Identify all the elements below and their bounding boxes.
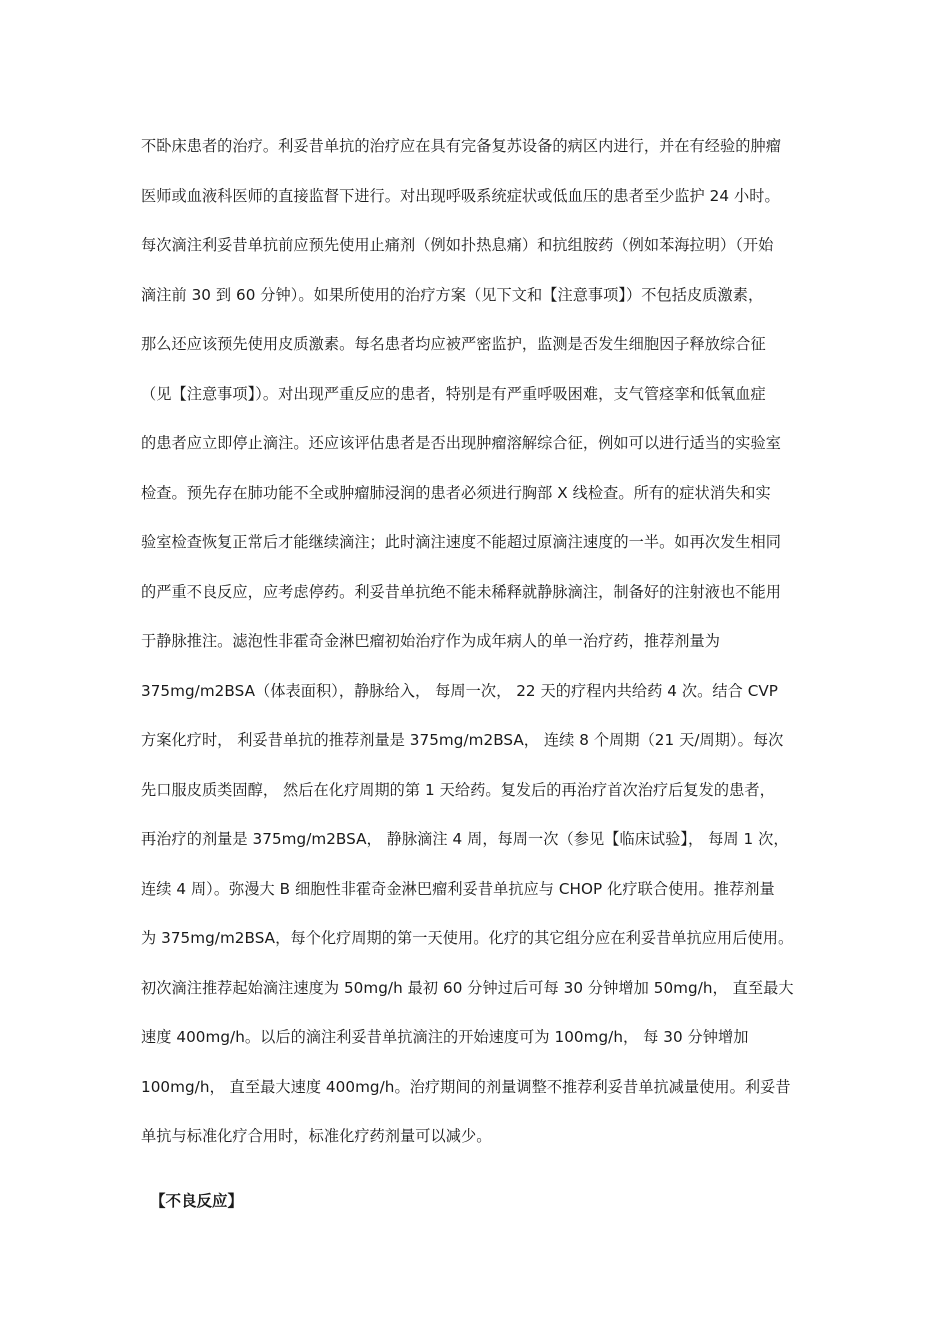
text-line: 的患者应立即停止滴注。还应该评估患者是否出现肿瘤溶解综合征，例如可以进行适当的实验室 (141, 434, 781, 452)
text-line: 375mg/m2BSA（体表面积），静脉给入， 每周一次， 22 天的疗程内共给药 4 次。结合 CVP (141, 681, 779, 700)
text-line: 检查。预先存在肺功能不全或肿瘤肺浸润的患者必须进行胸部 X 线检查。所有的症状消失和实 (141, 483, 771, 502)
text-line: 速度 400mg/h。以后的滴注利妥昔单抗滴注的开始速度可为 100mg/h， 每 30 分钟增加 (141, 1028, 749, 1046)
text-line: （见【注意事项】）。对出现严重反应的患者，特别是有严重呼吸困难，支气管痉挛和低氧血症 (141, 384, 766, 403)
text-line: 不卧床患者的治疗。利妥昔单抗的治疗应在具有完备复苏设备的病区内进行，并在有经验的肿瘤 (141, 137, 781, 155)
text-line: 初次滴注推荐起始滴注速度为 50mg/h 最初 60 分钟过后可每 30 分钟增加 50mg/h， 直至最大 (141, 978, 794, 997)
text-line: 再治疗的剂量是 375mg/m2BSA， 静脉滴注 4 周，每周一次（参见【临床试验】， 每周 1 次， (141, 830, 789, 848)
text-line: 每次滴注利妥昔单抗前应预先使用止痛剂（例如扑热息痛）和抗组胺药（例如苯海拉明）（开始 (141, 236, 774, 254)
text-line: 为 375mg/m2BSA，每个化疗周期的第一天使用。化疗的其它组分应在利妥昔单抗应用后使用。 (141, 929, 794, 947)
text-line: 100mg/h， 直至最大速度 400mg/h。治疗期间的剂量调整不推荐利妥昔单抗减量使用。利妥昔 (141, 1077, 791, 1096)
body-paragraph (141, 128, 811, 1168)
text-line: 于静脉推注。滤泡性非霍奇金淋巴瘤初始治疗作为成年病人的单一治疗药，推荐剂量为 (141, 632, 721, 650)
text-line: 单抗与标准化疗合用时，标准化疗药剂量可以减少。 (141, 1127, 492, 1145)
text-line: 连续 4 周）。弥漫大 B 细胞性非霍奇金淋巴瘤利妥昔单抗应与 CHOP 化疗联合使用。推荐剂量 (141, 879, 775, 898)
text-line: 验室检查恢复正常后才能继续滴注；此时滴注速度不能超过原滴注速度的一半。如再次发生相同 (141, 533, 781, 551)
text-line: 的严重不良反应，应考虑停药。利妥昔单抗绝不能未稀释就静脉滴注，制备好的注射液也不能用 (141, 582, 781, 601)
text-line: 那么还应该预先使用皮质激素。每名患者均应被严密监护，监测是否发生细胞因子释放综合征 (141, 335, 766, 353)
section-heading-adverse-reactions: 【不良反应】 (150, 1192, 244, 1210)
text-line: 先口服皮质类固醇， 然后在化疗周期的第 1 天给药。复发后的再治疗首次治疗后复发的患者， (141, 780, 775, 799)
text-line: 滴注前 30 到 60 分钟）。如果所使用的治疗方案（见下文和【注意事项】）不包括皮质激素， (141, 285, 764, 304)
text-line: 方案化疗时， 利妥昔单抗的推荐剂量是 375mg/m2BSA， 连续 8 个周期（21 天/周期）。每次 (141, 731, 784, 749)
text-line: 医师或血液科医师的直接监督下进行。对出现呼吸系统症状或低血压的患者至少监护 24 小时。 (141, 186, 780, 205)
